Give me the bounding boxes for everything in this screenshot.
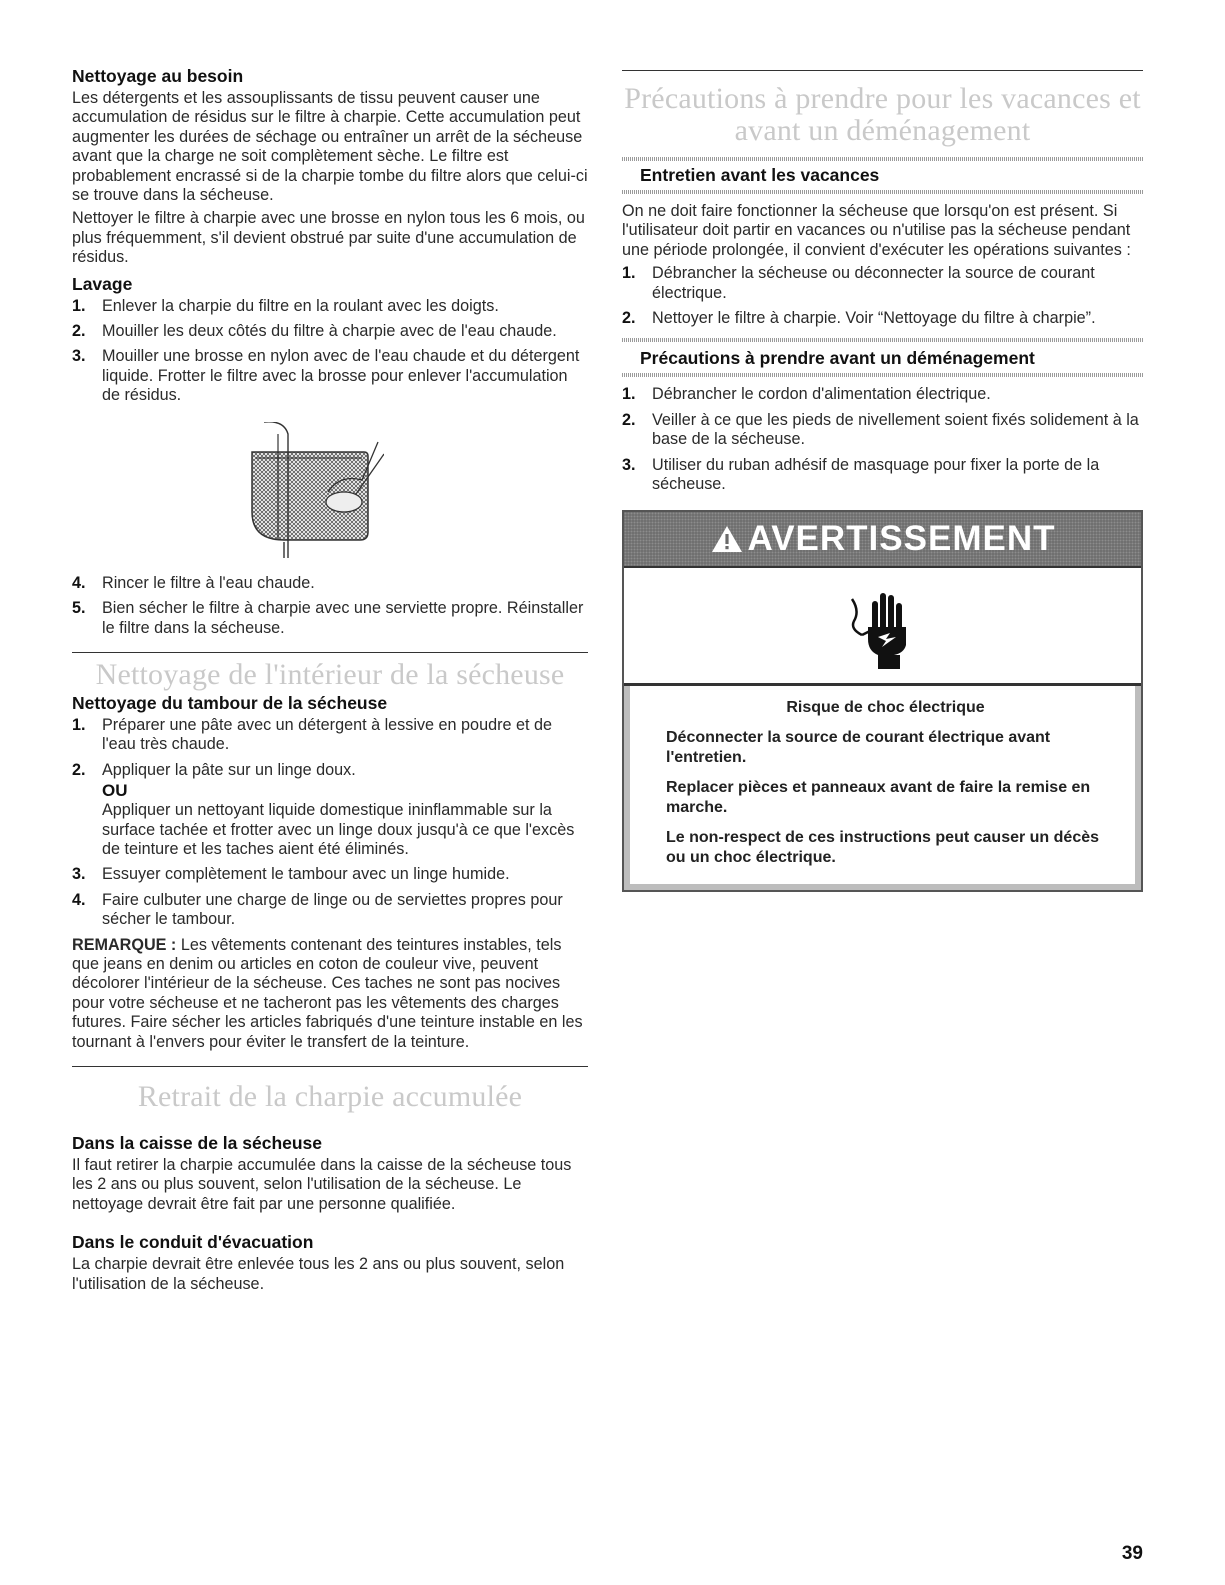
paragraph: On ne doit faire fonctionner la sécheuse que lorsqu'on est présent. Si l'utilisateur doit partir en vacances ou n'utilise pas la sécheuse pendant une période prolongée, il convient d'exécuter les opérations suivantes :: [622, 202, 1131, 259]
left-column: [72, 66, 588, 1298]
list-item: 1. Enlever la charpie du filtre en la roulant avec les doigts.: [72, 296, 499, 315]
hatched-rule: [622, 157, 1143, 161]
paragraph: Nettoyer le filtre à charpie avec une brosse en nylon tous les 6 mois, ou plus fréquemment, s'il devient obstrué par suite d'une accumulation de résidus.: [72, 209, 585, 267]
demenagement-steps: [622, 385, 1143, 494]
section-divider: [72, 652, 588, 653]
section-divider: [622, 70, 1143, 71]
list-item: 4. Faire culbuter une charge de linge ou de serviettes propres pour sécher le tambour.: [72, 890, 563, 929]
lint-filter-brush-icon: [244, 422, 384, 562]
paragraph: La charpie devrait être enlevée tous les 2 ans ou plus souvent, selon l'utilisation de la sécheuse.: [72, 1255, 565, 1293]
list-item: 2. Veiller à ce que les pieds de nivellement soient fixés solidement à la base de la sécheuse.: [622, 410, 1139, 449]
heading-lavage: Lavage: [72, 273, 133, 294]
hatched-rule: [622, 338, 1143, 342]
vacances-steps: [622, 264, 1143, 328]
section-title-retrait: Retrait de la charpie accumulée: [137, 1080, 523, 1113]
hatched-rule: [622, 190, 1143, 194]
list-item: 1. Débrancher la sécheuse ou déconnecter la source de courant électrique.: [622, 264, 1095, 302]
tambour-steps: [72, 716, 588, 930]
list-item: 1. Débrancher le cordon d'alimentation électrique.: [622, 385, 991, 404]
remarque-paragraph: REMARQUE : Les vêtements contenant des teintures instables, tels que jeans en denim ou articles en coton de couleur vive, peuvent décolorer l'intérieur de la sécheuse. Ces taches ne sont pas nocives pour votre sécheuse et ne tacheront pas les vêtements des charges futures. Faire sécher les articles fabriqués d'une teinture instable en les tournant à l'envers pour éviter le transfert de la teinture.: [72, 935, 583, 1051]
heading-caisse: Dans la caisse de la sécheuse: [72, 1133, 323, 1153]
list-item: 2. Nettoyer le filtre à charpie. Voir “Nettoyage du filtre à charpie”.: [622, 309, 1096, 328]
list-item: 5. Bien sécher le filtre à charpie avec une serviette propre. Réinstaller le filtre dans la sécheuse.: [72, 599, 584, 637]
list-item: 4. Rincer le filtre à l'eau chaude.: [72, 573, 315, 592]
heading-tambour: Nettoyage du tambour de la sécheuse: [72, 692, 388, 713]
warning-triangle-icon: [710, 524, 744, 554]
warning-line: Le non-respect de ces instructions peut causer un décès ou un choc électrique.: [666, 829, 1100, 867]
lint-filter-illustration: [244, 422, 384, 562]
section-divider: [72, 1066, 588, 1067]
heading-nettoyage-besoin: Nettoyage au besoin: [72, 66, 244, 86]
section-title-interieur: Nettoyage de l'intérieur de la sécheuse: [95, 657, 565, 691]
warning-banner: [624, 512, 1141, 568]
warning-banner-text: AVERTISSEMENT: [747, 519, 1056, 559]
right-column: [622, 70, 1143, 892]
list-item: 3. Essuyer complètement le tambour avec un linge humide.: [72, 865, 510, 884]
heading-vacances: Entretien avant les vacances: [640, 165, 880, 185]
warning-line: Replacer pièces et panneaux avant de faire la remise en marche.: [666, 779, 1091, 817]
paragraph: Il faut retirer la charpie accumulée dans la caisse de la sécheuse tous les 2 ans ou plus souvent, selon l'utilisation de la sécheuse. Le nettoyage devrait être fait par une personne qualifiée.: [72, 1156, 572, 1213]
list-item: 2. Mouiller les deux côtés du filtre à charpie avec de l'eau chaude.: [72, 322, 557, 341]
list-item: 3. Mouiller une brosse en nylon avec de l'eau chaude et du détergent liquide. Frotter le filtre avec la brosse pour enlever l'accumulation de résidus.: [72, 347, 580, 405]
list-item: 1. Préparer une pâte avec un détergent à lessive en poudre et de l'eau très chaude.: [72, 715, 552, 754]
warning-text: [624, 686, 1141, 890]
paragraph: Les détergents et les assouplissants de tissu peuvent causer une accumulation de résidus sur le filtre à charpie. Cette accumulation peut augmenter les durées de séchage ou entraîner un arrêt de la sécheuse avant que la charge ne soit complètement sèche. Le filtre est probablement encrassé si de la charpie tombe du filtre alors que celui-ci se trouve dans la sécheuse.: [72, 89, 588, 205]
remarque-label: REMARQUE :: [72, 935, 177, 954]
section-title-precautions: Précautions à prendre pour les vacances et avant un déménagement: [624, 82, 1141, 147]
warning-line: Déconnecter la source de courant électrique avant l'entretien.: [666, 729, 1051, 767]
electric-shock-hand-icon: [848, 581, 918, 671]
lavage-steps-b: [72, 574, 588, 638]
list-item: 2. Appliquer la pâte sur un linge doux. OU Appliquer un nettoyant liquide domestique ininflammable sur la surface tachée et frotter avec un linge doux jusqu'à ce que l'excès de teinture et les taches aient été éliminés.: [72, 761, 588, 860]
list-item: 3. Utiliser du ruban adhésif de masquage pour fixer la porte de la sécheuse.: [622, 455, 1100, 494]
heading-demenagement: Précautions à prendre avant un déménagement: [640, 348, 1035, 369]
page-number: 39: [1121, 1543, 1143, 1564]
alternative-step: Appliquer un nettoyant liquide domestique ininflammable sur la surface tachée et frotter avec un linge doux jusqu'à ce que l'excès de teinture et les taches aient été éliminés.: [102, 801, 575, 858]
lavage-steps-a: [72, 297, 588, 406]
warning-icon-area: [624, 568, 1141, 686]
warning-risk: Risque de choc électrique: [786, 699, 985, 717]
ou-label: OU: [102, 781, 128, 801]
heading-conduit: Dans le conduit d'évacuation: [72, 1232, 314, 1253]
warning-box: [622, 510, 1143, 892]
hatched-rule: [622, 373, 1143, 377]
